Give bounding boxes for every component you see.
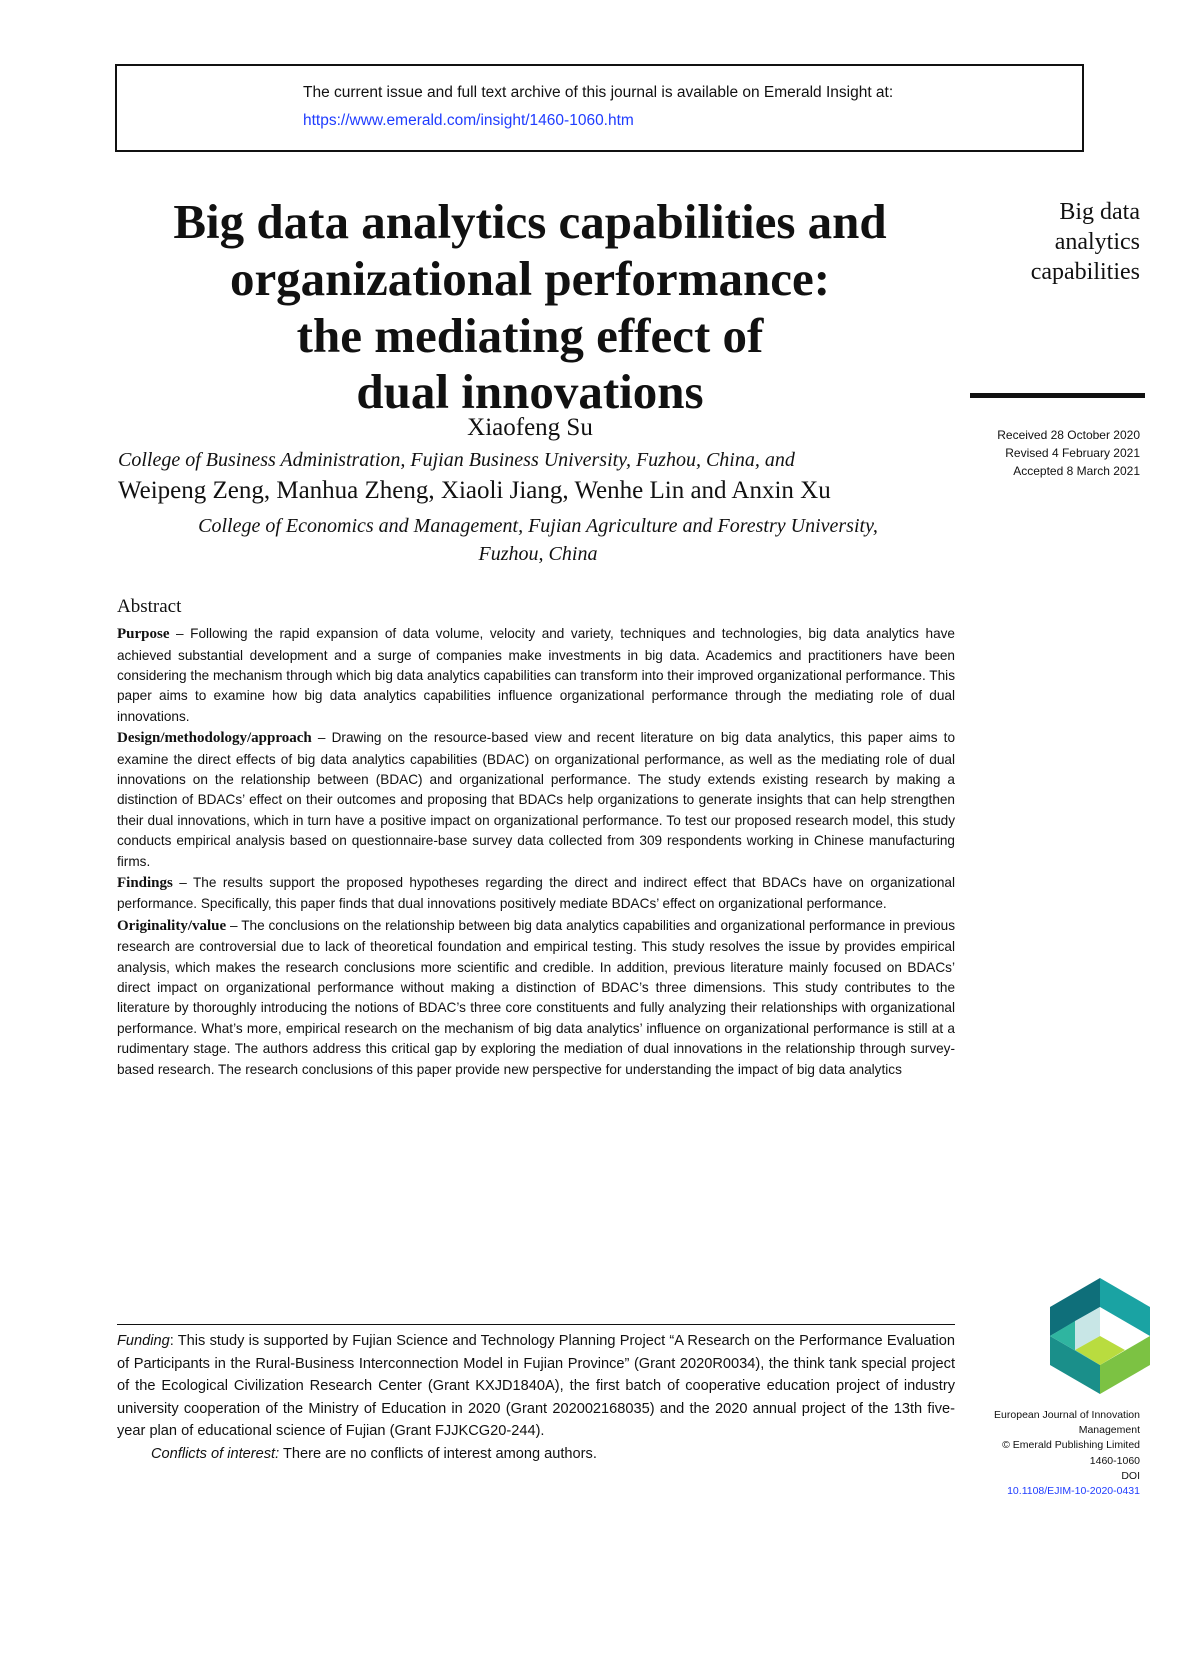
side-divider <box>970 393 1145 398</box>
emerald-logo-icon <box>1050 1278 1150 1394</box>
running-head-line: capabilities <box>1030 259 1140 285</box>
abstract-purpose <box>117 623 955 727</box>
section-label: Findings <box>117 874 173 891</box>
funding-label: Funding <box>117 1333 170 1349</box>
author-primary: Xiaofeng Su <box>467 414 593 441</box>
copyright: © Emerald Publishing Limited <box>1002 1439 1140 1452</box>
section-text: – Following the rapid expansion of data volume, velocity and variety, techniques and technologies, big data analytics have achieved substantial development and a surge of companies make investments in big data. Academics and practitioners have been considering the mechanism through which big data analytics capabilities can transform into their improved organizational performance. This paper aims to examine how big data analytics capabilities influence organizational performance through the mediating role of dual innovations. <box>117 626 955 724</box>
article-title <box>110 194 950 421</box>
revised-date: Revised 4 February 2021 <box>1005 446 1140 460</box>
abstract-findings <box>117 872 955 915</box>
abstract-heading: Abstract <box>117 596 182 617</box>
conflicts-note <box>117 1443 955 1466</box>
title-line: organizational performance: <box>229 250 831 306</box>
funding-text: : This study is supported by Fujian Science and Technology Planning Project “A Research on the Performance Evaluation of Participants in the Rural-Business Interconnection Model in Fujian Province” (Grant 2020R0034), the think tank special project of the Ecological Civilization Research Center (Grant KXJD1840A), the first batch of cooperative education project of industry university cooperation of the Ministry of Education in 2020 (Grant 202002168035) and the 2020 annual project of the 13th five-year plan of educational science of Fujian (Grant FJJKCG20-244). <box>117 1333 955 1440</box>
conflicts-label: Conflicts of interest: <box>151 1446 280 1463</box>
footnote <box>117 1330 955 1466</box>
running-head-line: Big data <box>1059 199 1140 225</box>
doi-link[interactable]: 10.1108/EJIM-10-2020-0431 <box>1007 1485 1140 1498</box>
journal-name-cont: Management <box>1078 1424 1140 1437</box>
affiliation-line: Fuzhou, China <box>478 543 598 565</box>
archive-notice-text: The current issue and full text archive of this journal is available on Emerald Insight at: <box>303 84 894 101</box>
author-list: Weipeng Zeng, Manhua Zheng, Xiaoli Jiang, Wenhe Lin and Anxin Xu <box>118 477 831 504</box>
abstract-body <box>117 623 955 1080</box>
archive-url-link[interactable]: https://www.emerald.com/insight/1460-1060.htm <box>303 112 634 129</box>
title-line: the mediating effect of <box>296 307 764 363</box>
abstract-design <box>117 727 955 872</box>
section-label: Design/methodology/approach <box>117 730 312 747</box>
journal-name: European Journal of Innovation <box>994 1409 1140 1421</box>
accepted-date: Accepted 8 March 2021 <box>1013 464 1140 478</box>
section-text: – The conclusions on the relationship between big data analytics capabilities and organizational performance in previous research are controversial due to lack of theoretical foundation and empirical testing. This study resolves the issue by provides empirical analysis, which makes the research conclusions more scientific and credible. In addition, previous literature mainly focused on BDACs’ direct impact on organizational performance without making a distinction of BDAC’s three dimensions. This study contributes to the literature by thoroughly introducing the notions of BDAC’s three core constituents and fully analyzing their relationships with organizational performance. What’s more, empirical research on the mechanism of big data analytics’ influence on organizational performance is still at a rudimentary stage. The authors address this critical gap by exploring the mediation of dual innovations in the relationship through survey-based research. The research conclusions of this paper provide new perspective for understanding the impact of big data analytics <box>117 917 955 1077</box>
section-label: Originality/value <box>117 917 227 934</box>
journal-info <box>940 1408 1140 1499</box>
archive-notice-box <box>115 64 1084 152</box>
title-line: dual innovations <box>356 364 704 420</box>
running-head <box>960 197 1140 287</box>
received-date: Received 28 October 2020 <box>997 428 1140 442</box>
affiliation-line: College of Economics and Management, Fujian Agriculture and Forestry University, <box>198 515 878 537</box>
running-head-line: analytics <box>1054 229 1140 255</box>
affiliation-primary: College of Business Administration, Fujian Business University, Fuzhou, China, and <box>118 449 795 471</box>
section-text: – The results support the proposed hypotheses regarding the direct and indirect effect that BDACs have on organizational performance. Specifically, this paper finds that dual innovations positively mediate BDACs’ effect on organizational performance. <box>117 874 955 912</box>
issn: 1460-1060 <box>1089 1454 1140 1467</box>
funding-note <box>117 1330 955 1443</box>
affiliation-secondary <box>118 512 958 568</box>
footnote-divider <box>117 1324 955 1325</box>
abstract-originality <box>117 915 955 1080</box>
section-label: Purpose <box>117 626 170 642</box>
logo-segment-top <box>1100 1278 1150 1336</box>
conflicts-text: There are no conflicts of interest among authors. <box>279 1446 597 1463</box>
doi-line <box>940 1469 1140 1499</box>
doi-label: DOI <box>1121 1469 1140 1482</box>
section-text: – Drawing on the resource-based view and recent literature on big data analytics, this paper aims to examine the direct effects of big data analytics capabilities (BDAC) on organizational performance, as well as the mediating role of dual innovations on the relationship between (BDAC) and organizational performance. The study extends existing research by making a distinction of BDACs’ effect on their outcomes and proposing that BDACs help organizations to generate insights that can help strengthen their dual innovations, which in turn have a positive impact on organizational performance. To test our proposed research model, this study conducts empirical analysis based on questionnaire-base survey data collected from 309 respondents working in Chinese manufacturing firms. <box>117 730 955 869</box>
title-line: Big data analytics capabilities and <box>173 194 887 249</box>
